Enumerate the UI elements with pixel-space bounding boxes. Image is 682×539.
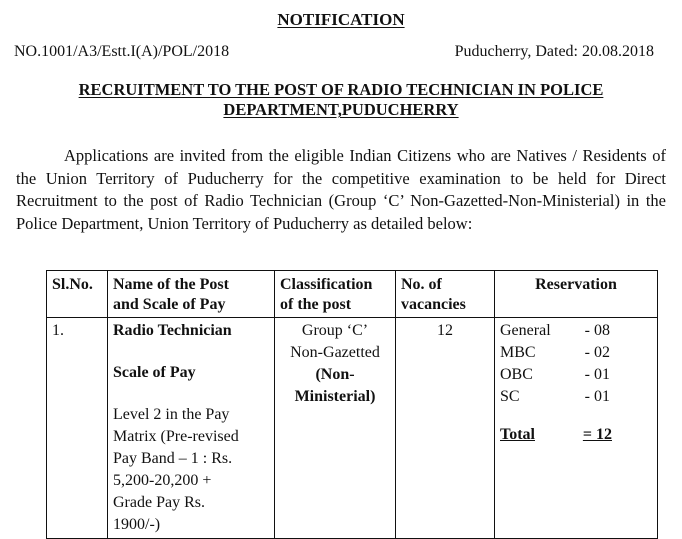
cell-reservation: [495, 318, 658, 539]
header-vac-line-2: vacancies: [401, 296, 466, 313]
reservation-category: General: [500, 322, 551, 339]
scale-line-4: 5,200-20,200 +: [113, 472, 212, 489]
header-post: [108, 271, 275, 318]
total-value: = 12: [582, 426, 612, 443]
total-label: Total: [500, 426, 535, 443]
class-line-2: Non-Gazetted: [290, 344, 380, 361]
scale-label: Scale of Pay: [113, 364, 196, 381]
reference-line: [14, 43, 654, 61]
cell-classification: [275, 318, 396, 539]
reservation-row-general: [500, 320, 610, 342]
reservation-row-mbc: [500, 342, 610, 364]
scale-line-6: 1900/-): [113, 516, 161, 533]
place-date: Puducherry, Dated: 20.08.2018: [454, 43, 654, 60]
reservation-count: - 08: [584, 322, 610, 339]
scale-line-1: Level 2 in the Pay: [113, 406, 230, 423]
notification-title: NOTIFICATION: [277, 10, 405, 29]
post-name: Radio Technician: [113, 322, 232, 339]
reservation-category: OBC: [500, 366, 533, 383]
header-reservation: Reservation: [495, 271, 658, 318]
reference-number: NO.1001/A3/Estt.I(A)/POL/2018: [14, 43, 230, 60]
header-post-line-2: and Scale of Pay: [113, 296, 226, 313]
table-row: [47, 318, 658, 539]
header-post-line-1: Name of the Post: [113, 276, 229, 293]
scale-line-5: Grade Pay Rs.: [113, 494, 205, 511]
header-sl-no: Sl.No.: [47, 271, 108, 318]
header-classification: [275, 271, 396, 318]
reservation-count: - 02: [584, 344, 610, 361]
subject-line-1: RECRUITMENT TO THE POST OF RADIO TECHNICIAN IN POLICE: [78, 80, 604, 99]
header-class-line-1: Classification: [280, 276, 373, 293]
body-paragraph: Applications are invited from the eligible Indian Citizens who are Natives / Residents of the Union Territory of Puducherry for the competitive examination to be held for Direct Recruitment to the post of Radio Technician (Group ‘C’ Non-Gazetted-Non-Ministerial) in the Police Department, Union Territory of Puducherry as detailed below:: [16, 146, 666, 233]
vacancy-table: [46, 270, 658, 539]
reservation-count: - 01: [584, 366, 610, 383]
table-header-row: [47, 271, 658, 318]
header-vacancies: [396, 271, 495, 318]
scale-line-3: Pay Band – 1 : Rs.: [113, 450, 233, 467]
reservation-count: - 01: [584, 388, 610, 405]
reservation-category: SC: [500, 388, 520, 405]
class-line-4: Ministerial): [294, 388, 376, 405]
cell-vacancies: 12: [396, 318, 495, 539]
reservation-total: [500, 424, 612, 446]
class-line-1: Group ‘C’: [301, 322, 369, 339]
cell-sl-no: 1.: [47, 318, 108, 539]
reservation-category: MBC: [500, 344, 536, 361]
subject-line-2: DEPARTMENT,PUDUCHERRY: [223, 100, 459, 119]
subject-heading: [0, 80, 682, 120]
header-class-line-2: of the post: [280, 296, 352, 313]
class-line-3: (Non-: [315, 366, 355, 383]
scale-line-2: Matrix (Pre-revised: [113, 428, 239, 445]
header-vac-line-1: No. of: [401, 276, 442, 293]
cell-post: [108, 318, 275, 539]
reservation-row-sc: [500, 386, 610, 408]
reservation-row-obc: [500, 364, 610, 386]
